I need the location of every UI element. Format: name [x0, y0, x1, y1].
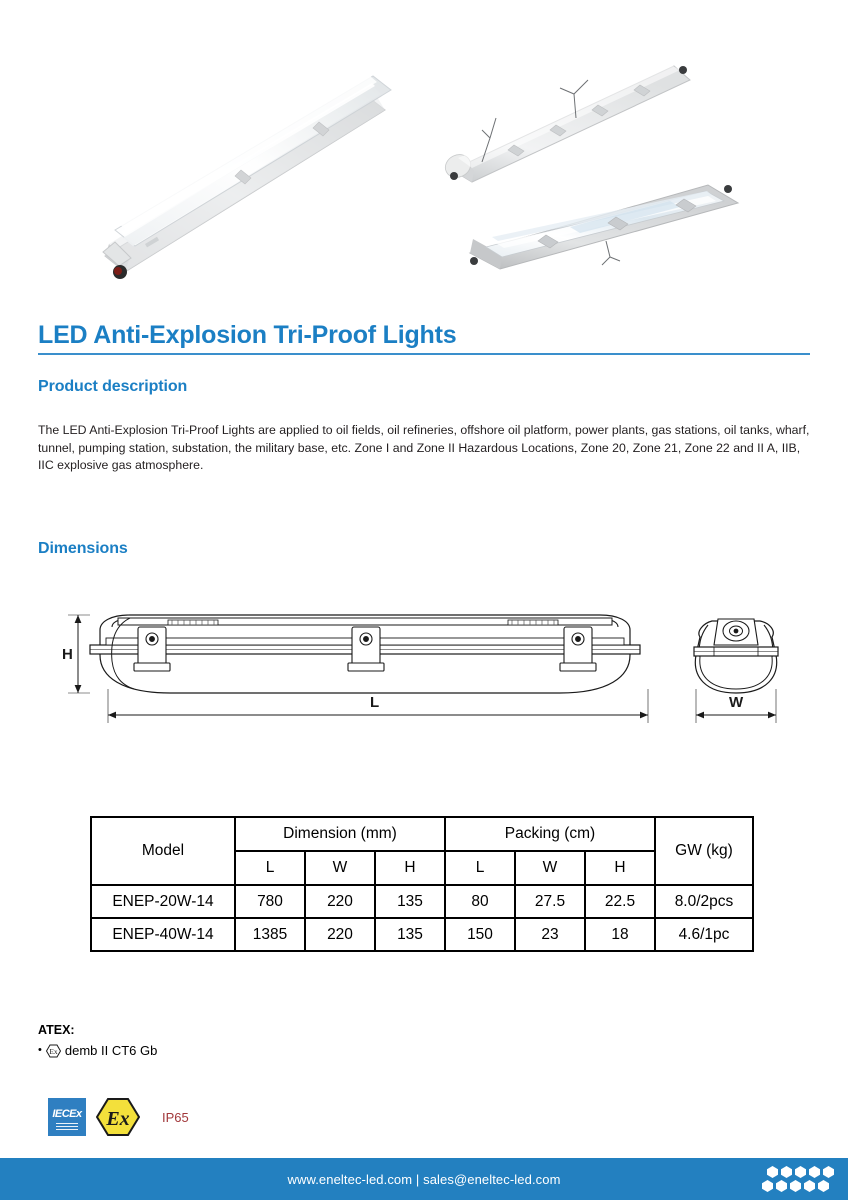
hexagon-dot-icon [804, 1180, 815, 1192]
iecex-logo-lines [56, 1123, 78, 1130]
certification-logos [48, 1097, 189, 1137]
cell-dim-h: 135 [375, 918, 445, 951]
cell-dim-w: 220 [305, 918, 375, 951]
iecex-logo [48, 1098, 86, 1136]
hexagon-dot-icon [823, 1166, 834, 1178]
product-photo-left [85, 60, 415, 290]
cell-pack-h: 18 [585, 918, 655, 951]
hexagon-dot-icon [790, 1180, 801, 1192]
cell-pack-w: 27.5 [515, 885, 585, 918]
subheader-pack-h: H [585, 851, 655, 885]
hexagon-dot-icon [809, 1166, 820, 1178]
dot-row [762, 1180, 834, 1192]
hexagon-dot-icon [767, 1166, 778, 1178]
specification-table [90, 816, 754, 952]
hexagon-dot-icon [781, 1166, 792, 1178]
footer-dot-pattern [767, 1166, 834, 1192]
hexagon-dot-icon [818, 1180, 829, 1192]
dimension-label-w: W [729, 694, 744, 711]
title-divider [38, 353, 810, 355]
header-dimension: Dimension (mm) [235, 817, 445, 851]
dimension-label-h: H [62, 646, 73, 663]
cell-dim-l: 780 [235, 885, 305, 918]
cell-gw: 8.0/2pcs [655, 885, 753, 918]
cell-dim-w: 220 [305, 885, 375, 918]
dimensions-heading: Dimensions [38, 540, 128, 557]
atex-marking-row [38, 1043, 157, 1058]
ex-hexagon-icon [46, 1044, 61, 1058]
cell-dim-h: 135 [375, 885, 445, 918]
subheader-dim-h: H [375, 851, 445, 885]
cell-pack-w: 23 [515, 918, 585, 951]
cell-model: ENEP-40W-14 [91, 918, 235, 951]
header-gw: GW (kg) [655, 817, 753, 885]
atex-marking-text: demb II CT6 Gb [64, 1043, 158, 1058]
table-row [91, 918, 753, 951]
dot-row [767, 1166, 834, 1178]
atex-heading: ATEX: [38, 1023, 75, 1037]
svg-text:Ex: Ex [49, 1046, 58, 1056]
footer-contact-text: www.eneltec-led.com | sales@eneltec-led.com [287, 1171, 561, 1187]
table-row [91, 885, 753, 918]
product-description-text: The LED Anti-Explosion Tri-Proof Lights are applied to oil fields, oil refineries, offshore oil platform, power plants, gas stations, oil tanks, wharf, tunnel, pumping station, substation, the military base, etc. Zone I and Zone II Hazardous Locations, Zone 20, Zone 21, Zone 22 and II A, IIB, IIC explosive gas atmosphere. [38, 423, 810, 472]
subheader-dim-l: L [235, 851, 305, 885]
ip-rating-text: IP65 [162, 1109, 189, 1125]
product-photo-right-bottom [460, 135, 750, 275]
bullet-icon: • [38, 1044, 42, 1056]
cell-dim-l: 1385 [235, 918, 305, 951]
subheader-dim-w: W [305, 851, 375, 885]
header-packing: Packing (cm) [445, 817, 655, 851]
hexagon-dot-icon [776, 1180, 787, 1192]
atex-ex-hexagon-logo [96, 1097, 140, 1137]
cell-pack-h: 22.5 [585, 885, 655, 918]
cell-gw: 4.6/1pc [655, 918, 753, 951]
product-photo-group [0, 0, 848, 295]
table-header-row-1 [91, 817, 753, 851]
svg-text:Ex: Ex [106, 1108, 130, 1130]
cell-pack-l: 80 [445, 885, 515, 918]
subheader-pack-w: W [515, 851, 585, 885]
iecex-logo-text: IECEx [52, 1108, 82, 1120]
subheader-pack-l: L [445, 851, 515, 885]
cell-model: ENEP-20W-14 [91, 885, 235, 918]
dimension-drawing [60, 585, 820, 730]
page-title-block [38, 320, 810, 355]
dimension-label-l: L [370, 694, 380, 711]
page-footer [0, 1158, 848, 1200]
cell-pack-l: 150 [445, 918, 515, 951]
product-description-heading: Product description [38, 378, 188, 395]
hexagon-dot-icon [762, 1180, 773, 1192]
page-title: LED Anti-Explosion Tri-Proof Lights [38, 321, 457, 349]
hexagon-dot-icon [795, 1166, 806, 1178]
header-model: Model [91, 817, 235, 885]
